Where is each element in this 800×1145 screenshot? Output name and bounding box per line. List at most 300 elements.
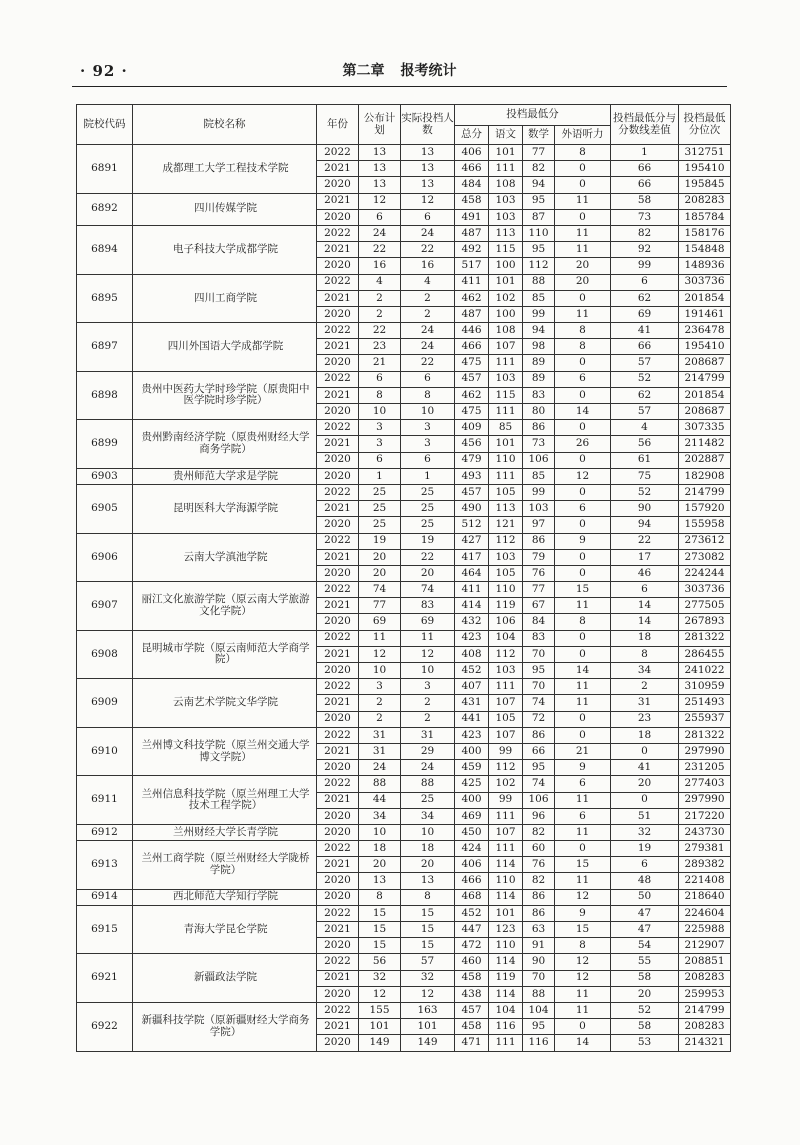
school-code: 6909	[77, 679, 133, 728]
admission-stats-table	[76, 104, 731, 1052]
cell-actual: 8	[401, 889, 455, 905]
cell-rank: 279381	[679, 841, 731, 857]
cell-chinese: 103	[489, 209, 523, 225]
cell-diff: 56	[611, 436, 679, 452]
school-name: 四川工商学院	[133, 274, 317, 323]
cell-year: 2020	[317, 938, 359, 954]
cell-rank: 225988	[679, 922, 731, 938]
cell-diff: 20	[611, 776, 679, 792]
cell-total: 424	[455, 841, 489, 857]
cell-plan: 13	[359, 145, 401, 161]
cell-listening: 9	[555, 905, 611, 921]
cell-total: 423	[455, 727, 489, 743]
cell-total: 432	[455, 614, 489, 630]
cell-total: 427	[455, 533, 489, 549]
cell-year: 2020	[317, 468, 359, 484]
cell-math: 116	[523, 1035, 555, 1051]
cell-plan: 88	[359, 776, 401, 792]
cell-math: 63	[523, 922, 555, 938]
cell-total: 452	[455, 905, 489, 921]
cell-chinese: 103	[489, 549, 523, 565]
cell-plan: 15	[359, 938, 401, 954]
table-row	[77, 1002, 731, 1018]
cell-diff: 90	[611, 501, 679, 517]
header-plan: 公布计划	[359, 105, 401, 145]
cell-math: 70	[523, 646, 555, 662]
cell-plan: 3	[359, 679, 401, 695]
cell-actual: 10	[401, 404, 455, 420]
cell-actual: 15	[401, 938, 455, 954]
cell-chinese: 105	[489, 484, 523, 500]
cell-chinese: 106	[489, 614, 523, 630]
cell-actual: 10	[401, 824, 455, 840]
cell-year: 2021	[317, 743, 359, 759]
cell-year: 2020	[317, 306, 359, 322]
cell-plan: 21	[359, 355, 401, 371]
table-row	[77, 841, 731, 857]
cell-chinese: 114	[489, 954, 523, 970]
cell-plan: 6	[359, 209, 401, 225]
cell-math: 90	[523, 954, 555, 970]
cell-plan: 24	[359, 225, 401, 241]
school-code: 6898	[77, 371, 133, 420]
cell-diff: 17	[611, 549, 679, 565]
cell-plan: 3	[359, 436, 401, 452]
cell-rank: 195845	[679, 177, 731, 193]
cell-actual: 20	[401, 857, 455, 873]
cell-chinese: 110	[489, 873, 523, 889]
cell-diff: 0	[611, 792, 679, 808]
cell-actual: 29	[401, 743, 455, 759]
cell-total: 468	[455, 889, 489, 905]
header-total: 总分	[455, 126, 489, 145]
cell-year: 2021	[317, 290, 359, 306]
cell-listening: 15	[555, 922, 611, 938]
cell-actual: 101	[401, 1019, 455, 1035]
cell-rank: 185784	[679, 209, 731, 225]
cell-listening: 12	[555, 889, 611, 905]
cell-chinese: 121	[489, 517, 523, 533]
cell-plan: 1	[359, 468, 401, 484]
cell-listening: 11	[555, 695, 611, 711]
cell-actual: 19	[401, 533, 455, 549]
cell-year: 2022	[317, 145, 359, 161]
school-code: 6906	[77, 533, 133, 582]
cell-listening: 0	[555, 161, 611, 177]
cell-diff: 6	[611, 857, 679, 873]
cell-math: 86	[523, 889, 555, 905]
cell-rank: 191461	[679, 306, 731, 322]
table-row	[77, 889, 731, 905]
cell-actual: 3	[401, 436, 455, 452]
cell-math: 60	[523, 841, 555, 857]
cell-rank: 307335	[679, 420, 731, 436]
cell-listening: 11	[555, 1002, 611, 1018]
cell-rank: 208687	[679, 355, 731, 371]
cell-total: 456	[455, 436, 489, 452]
cell-math: 86	[523, 727, 555, 743]
cell-math: 73	[523, 436, 555, 452]
header-actual: 实际投档人数	[401, 105, 455, 145]
cell-total: 471	[455, 1035, 489, 1051]
cell-chinese: 103	[489, 371, 523, 387]
cell-plan: 3	[359, 420, 401, 436]
cell-total: 417	[455, 549, 489, 565]
cell-plan: 8	[359, 889, 401, 905]
table-row	[77, 679, 731, 695]
cell-math: 86	[523, 420, 555, 436]
cell-actual: 22	[401, 242, 455, 258]
cell-listening: 11	[555, 598, 611, 614]
cell-total: 487	[455, 306, 489, 322]
school-name: 兰州财经大学长青学院	[133, 824, 317, 840]
cell-diff: 57	[611, 404, 679, 420]
school-name: 昆明医科大学海源学院	[133, 484, 317, 533]
cell-total: 517	[455, 258, 489, 274]
cell-plan: 13	[359, 873, 401, 889]
cell-chinese: 114	[489, 889, 523, 905]
cell-chinese: 85	[489, 420, 523, 436]
cell-math: 95	[523, 760, 555, 776]
header-listening: 外语听力	[555, 126, 611, 145]
school-name: 新疆科技学院（原新疆财经大学商务学院）	[133, 1002, 317, 1051]
cell-plan: 56	[359, 954, 401, 970]
cell-plan: 12	[359, 646, 401, 662]
cell-math: 83	[523, 387, 555, 403]
cell-chinese: 112	[489, 533, 523, 549]
cell-year: 2022	[317, 679, 359, 695]
cell-total: 462	[455, 290, 489, 306]
cell-listening: 0	[555, 290, 611, 306]
school-code: 6915	[77, 905, 133, 954]
header-name: 院校名称	[133, 105, 317, 145]
cell-chinese: 111	[489, 355, 523, 371]
cell-chinese: 110	[489, 582, 523, 598]
cell-chinese: 107	[489, 695, 523, 711]
school-code: 6921	[77, 954, 133, 1003]
table-row	[77, 193, 731, 209]
cell-diff: 18	[611, 630, 679, 646]
cell-actual: 163	[401, 1002, 455, 1018]
cell-listening: 20	[555, 274, 611, 290]
cell-chinese: 114	[489, 986, 523, 1002]
school-name: 兰州博文科技学院（原兰州交通大学博文学院）	[133, 727, 317, 776]
cell-rank: 255937	[679, 711, 731, 727]
school-name: 兰州信息科技学院（原兰州理工大学技术工程学院）	[133, 776, 317, 825]
cell-diff: 53	[611, 1035, 679, 1051]
cell-total: 458	[455, 1019, 489, 1035]
cell-total: 458	[455, 970, 489, 986]
cell-listening: 6	[555, 776, 611, 792]
cell-math: 99	[523, 484, 555, 500]
cell-total: 409	[455, 420, 489, 436]
cell-actual: 3	[401, 679, 455, 695]
cell-rank: 218640	[679, 889, 731, 905]
cell-actual: 22	[401, 355, 455, 371]
cell-chinese: 107	[489, 727, 523, 743]
cell-actual: 15	[401, 905, 455, 921]
cell-diff: 62	[611, 387, 679, 403]
cell-rank: 208283	[679, 970, 731, 986]
cell-chinese: 101	[489, 436, 523, 452]
cell-chinese: 114	[489, 857, 523, 873]
school-name: 兰州工商学院（原兰州财经大学陇桥学院）	[133, 841, 317, 890]
cell-math: 96	[523, 808, 555, 824]
cell-diff: 31	[611, 695, 679, 711]
cell-year: 2021	[317, 436, 359, 452]
cell-math: 76	[523, 565, 555, 581]
cell-chinese: 107	[489, 339, 523, 355]
table-row	[77, 630, 731, 646]
cell-rank: 211482	[679, 436, 731, 452]
cell-actual: 13	[401, 161, 455, 177]
cell-diff: 82	[611, 225, 679, 241]
cell-rank: 221408	[679, 873, 731, 889]
cell-rank: 182908	[679, 468, 731, 484]
cell-listening: 8	[555, 323, 611, 339]
cell-listening: 12	[555, 970, 611, 986]
cell-year: 2020	[317, 760, 359, 776]
cell-listening: 0	[555, 209, 611, 225]
cell-rank: 214321	[679, 1035, 731, 1051]
cell-plan: 11	[359, 630, 401, 646]
cell-total: 411	[455, 582, 489, 598]
cell-plan: 15	[359, 922, 401, 938]
cell-listening: 0	[555, 177, 611, 193]
cell-math: 95	[523, 242, 555, 258]
cell-total: 493	[455, 468, 489, 484]
cell-diff: 51	[611, 808, 679, 824]
cell-listening: 0	[555, 549, 611, 565]
cell-listening: 0	[555, 452, 611, 468]
cell-total: 446	[455, 323, 489, 339]
cell-total: 450	[455, 824, 489, 840]
table-row	[77, 145, 731, 161]
cell-rank: 281322	[679, 630, 731, 646]
cell-rank: 277403	[679, 776, 731, 792]
cell-math: 103	[523, 501, 555, 517]
cell-chinese: 119	[489, 970, 523, 986]
cell-chinese: 107	[489, 824, 523, 840]
cell-rank: 202887	[679, 452, 731, 468]
cell-plan: 4	[359, 274, 401, 290]
cell-chinese: 112	[489, 646, 523, 662]
cell-math: 86	[523, 533, 555, 549]
cell-diff: 62	[611, 290, 679, 306]
school-code: 6910	[77, 727, 133, 776]
cell-plan: 31	[359, 743, 401, 759]
cell-plan: 25	[359, 484, 401, 500]
school-name: 贵州师范大学求是学院	[133, 468, 317, 484]
cell-year: 2020	[317, 986, 359, 1002]
chapter-title: 报考统计	[400, 63, 457, 79]
cell-rank: 241022	[679, 663, 731, 679]
school-code: 6905	[77, 484, 133, 533]
cell-actual: 24	[401, 323, 455, 339]
cell-plan: 20	[359, 857, 401, 873]
school-code: 6914	[77, 889, 133, 905]
cell-plan: 74	[359, 582, 401, 598]
cell-listening: 8	[555, 938, 611, 954]
cell-total: 457	[455, 1002, 489, 1018]
school-name: 贵州中医药大学时珍学院（原贵阳中医学院时珍学院）	[133, 371, 317, 420]
school-name: 成都理工大学工程技术学院	[133, 145, 317, 194]
cell-listening: 0	[555, 727, 611, 743]
page-header	[72, 58, 727, 87]
cell-diff: 32	[611, 824, 679, 840]
cell-diff: 54	[611, 938, 679, 954]
cell-rank: 281322	[679, 727, 731, 743]
cell-year: 2020	[317, 404, 359, 420]
school-code: 6913	[77, 841, 133, 890]
cell-total: 469	[455, 808, 489, 824]
cell-plan: 24	[359, 760, 401, 776]
cell-chinese: 111	[489, 679, 523, 695]
cell-diff: 47	[611, 922, 679, 938]
cell-math: 74	[523, 776, 555, 792]
cell-math: 76	[523, 857, 555, 873]
cell-plan: 25	[359, 501, 401, 517]
cell-listening: 11	[555, 242, 611, 258]
cell-actual: 69	[401, 614, 455, 630]
cell-total: 466	[455, 161, 489, 177]
cell-plan: 20	[359, 549, 401, 565]
cell-listening: 12	[555, 954, 611, 970]
cell-listening: 0	[555, 565, 611, 581]
cell-plan: 2	[359, 290, 401, 306]
cell-chinese: 115	[489, 242, 523, 258]
cell-actual: 20	[401, 565, 455, 581]
cell-year: 2021	[317, 792, 359, 808]
cell-math: 74	[523, 695, 555, 711]
cell-rank: 289382	[679, 857, 731, 873]
cell-actual: 2	[401, 290, 455, 306]
cell-year: 2022	[317, 776, 359, 792]
cell-listening: 0	[555, 646, 611, 662]
cell-actual: 13	[401, 177, 455, 193]
cell-rank: 273612	[679, 533, 731, 549]
cell-total: 406	[455, 857, 489, 873]
cell-total: 400	[455, 792, 489, 808]
cell-math: 87	[523, 209, 555, 225]
cell-actual: 34	[401, 808, 455, 824]
cell-diff: 61	[611, 452, 679, 468]
cell-year: 2022	[317, 630, 359, 646]
cell-rank: 303736	[679, 274, 731, 290]
cell-total: 466	[455, 873, 489, 889]
cell-total: 475	[455, 355, 489, 371]
chapter-heading	[72, 60, 727, 80]
cell-math: 70	[523, 970, 555, 986]
cell-year: 2021	[317, 922, 359, 938]
cell-listening: 8	[555, 339, 611, 355]
cell-math: 80	[523, 404, 555, 420]
cell-chinese: 99	[489, 743, 523, 759]
cell-year: 2022	[317, 371, 359, 387]
cell-chinese: 100	[489, 258, 523, 274]
cell-diff: 20	[611, 986, 679, 1002]
cell-diff: 0	[611, 743, 679, 759]
cell-year: 2022	[317, 225, 359, 241]
cell-listening: 14	[555, 404, 611, 420]
cell-rank: 157920	[679, 501, 731, 517]
cell-chinese: 113	[489, 225, 523, 241]
cell-year: 2020	[317, 258, 359, 274]
cell-year: 2020	[317, 209, 359, 225]
cell-listening: 9	[555, 760, 611, 776]
cell-rank: 277505	[679, 598, 731, 614]
cell-actual: 6	[401, 209, 455, 225]
cell-total: 458	[455, 193, 489, 209]
cell-rank: 195410	[679, 339, 731, 355]
cell-plan: 31	[359, 727, 401, 743]
cell-plan: 10	[359, 663, 401, 679]
cell-rank: 259953	[679, 986, 731, 1002]
cell-actual: 2	[401, 711, 455, 727]
cell-diff: 73	[611, 209, 679, 225]
cell-math: 95	[523, 663, 555, 679]
cell-chinese: 104	[489, 630, 523, 646]
cell-actual: 3	[401, 420, 455, 436]
school-code: 6897	[77, 323, 133, 372]
header-chinese: 语文	[489, 126, 523, 145]
cell-diff: 1	[611, 145, 679, 161]
cell-actual: 8	[401, 387, 455, 403]
cell-total: 487	[455, 225, 489, 241]
cell-diff: 92	[611, 242, 679, 258]
cell-chinese: 111	[489, 1035, 523, 1051]
cell-actual: 12	[401, 193, 455, 209]
cell-diff: 14	[611, 614, 679, 630]
school-name: 西北师范大学知行学院	[133, 889, 317, 905]
cell-year: 2020	[317, 1035, 359, 1051]
cell-diff: 58	[611, 193, 679, 209]
cell-year: 2020	[317, 824, 359, 840]
cell-math: 95	[523, 1019, 555, 1035]
cell-rank: 273082	[679, 549, 731, 565]
cell-plan: 25	[359, 517, 401, 533]
cell-listening: 11	[555, 824, 611, 840]
cell-rank: 286455	[679, 646, 731, 662]
cell-actual: 31	[401, 727, 455, 743]
cell-rank: 208687	[679, 404, 731, 420]
cell-math: 99	[523, 306, 555, 322]
cell-actual: 25	[401, 792, 455, 808]
cell-year: 2020	[317, 452, 359, 468]
cell-year: 2020	[317, 873, 359, 889]
cell-actual: 10	[401, 663, 455, 679]
header-math: 数学	[523, 126, 555, 145]
cell-diff: 4	[611, 420, 679, 436]
cell-total: 475	[455, 404, 489, 420]
cell-rank: 208283	[679, 1019, 731, 1035]
cell-actual: 88	[401, 776, 455, 792]
cell-actual: 4	[401, 274, 455, 290]
cell-chinese: 105	[489, 565, 523, 581]
cell-rank: 312751	[679, 145, 731, 161]
cell-plan: 155	[359, 1002, 401, 1018]
cell-plan: 18	[359, 841, 401, 857]
cell-year: 2022	[317, 274, 359, 290]
cell-chinese: 123	[489, 922, 523, 938]
school-code: 6892	[77, 193, 133, 225]
cell-chinese: 103	[489, 193, 523, 209]
cell-plan: 34	[359, 808, 401, 824]
cell-actual: 16	[401, 258, 455, 274]
school-code: 6908	[77, 630, 133, 679]
cell-actual: 6	[401, 371, 455, 387]
cell-diff: 66	[611, 177, 679, 193]
